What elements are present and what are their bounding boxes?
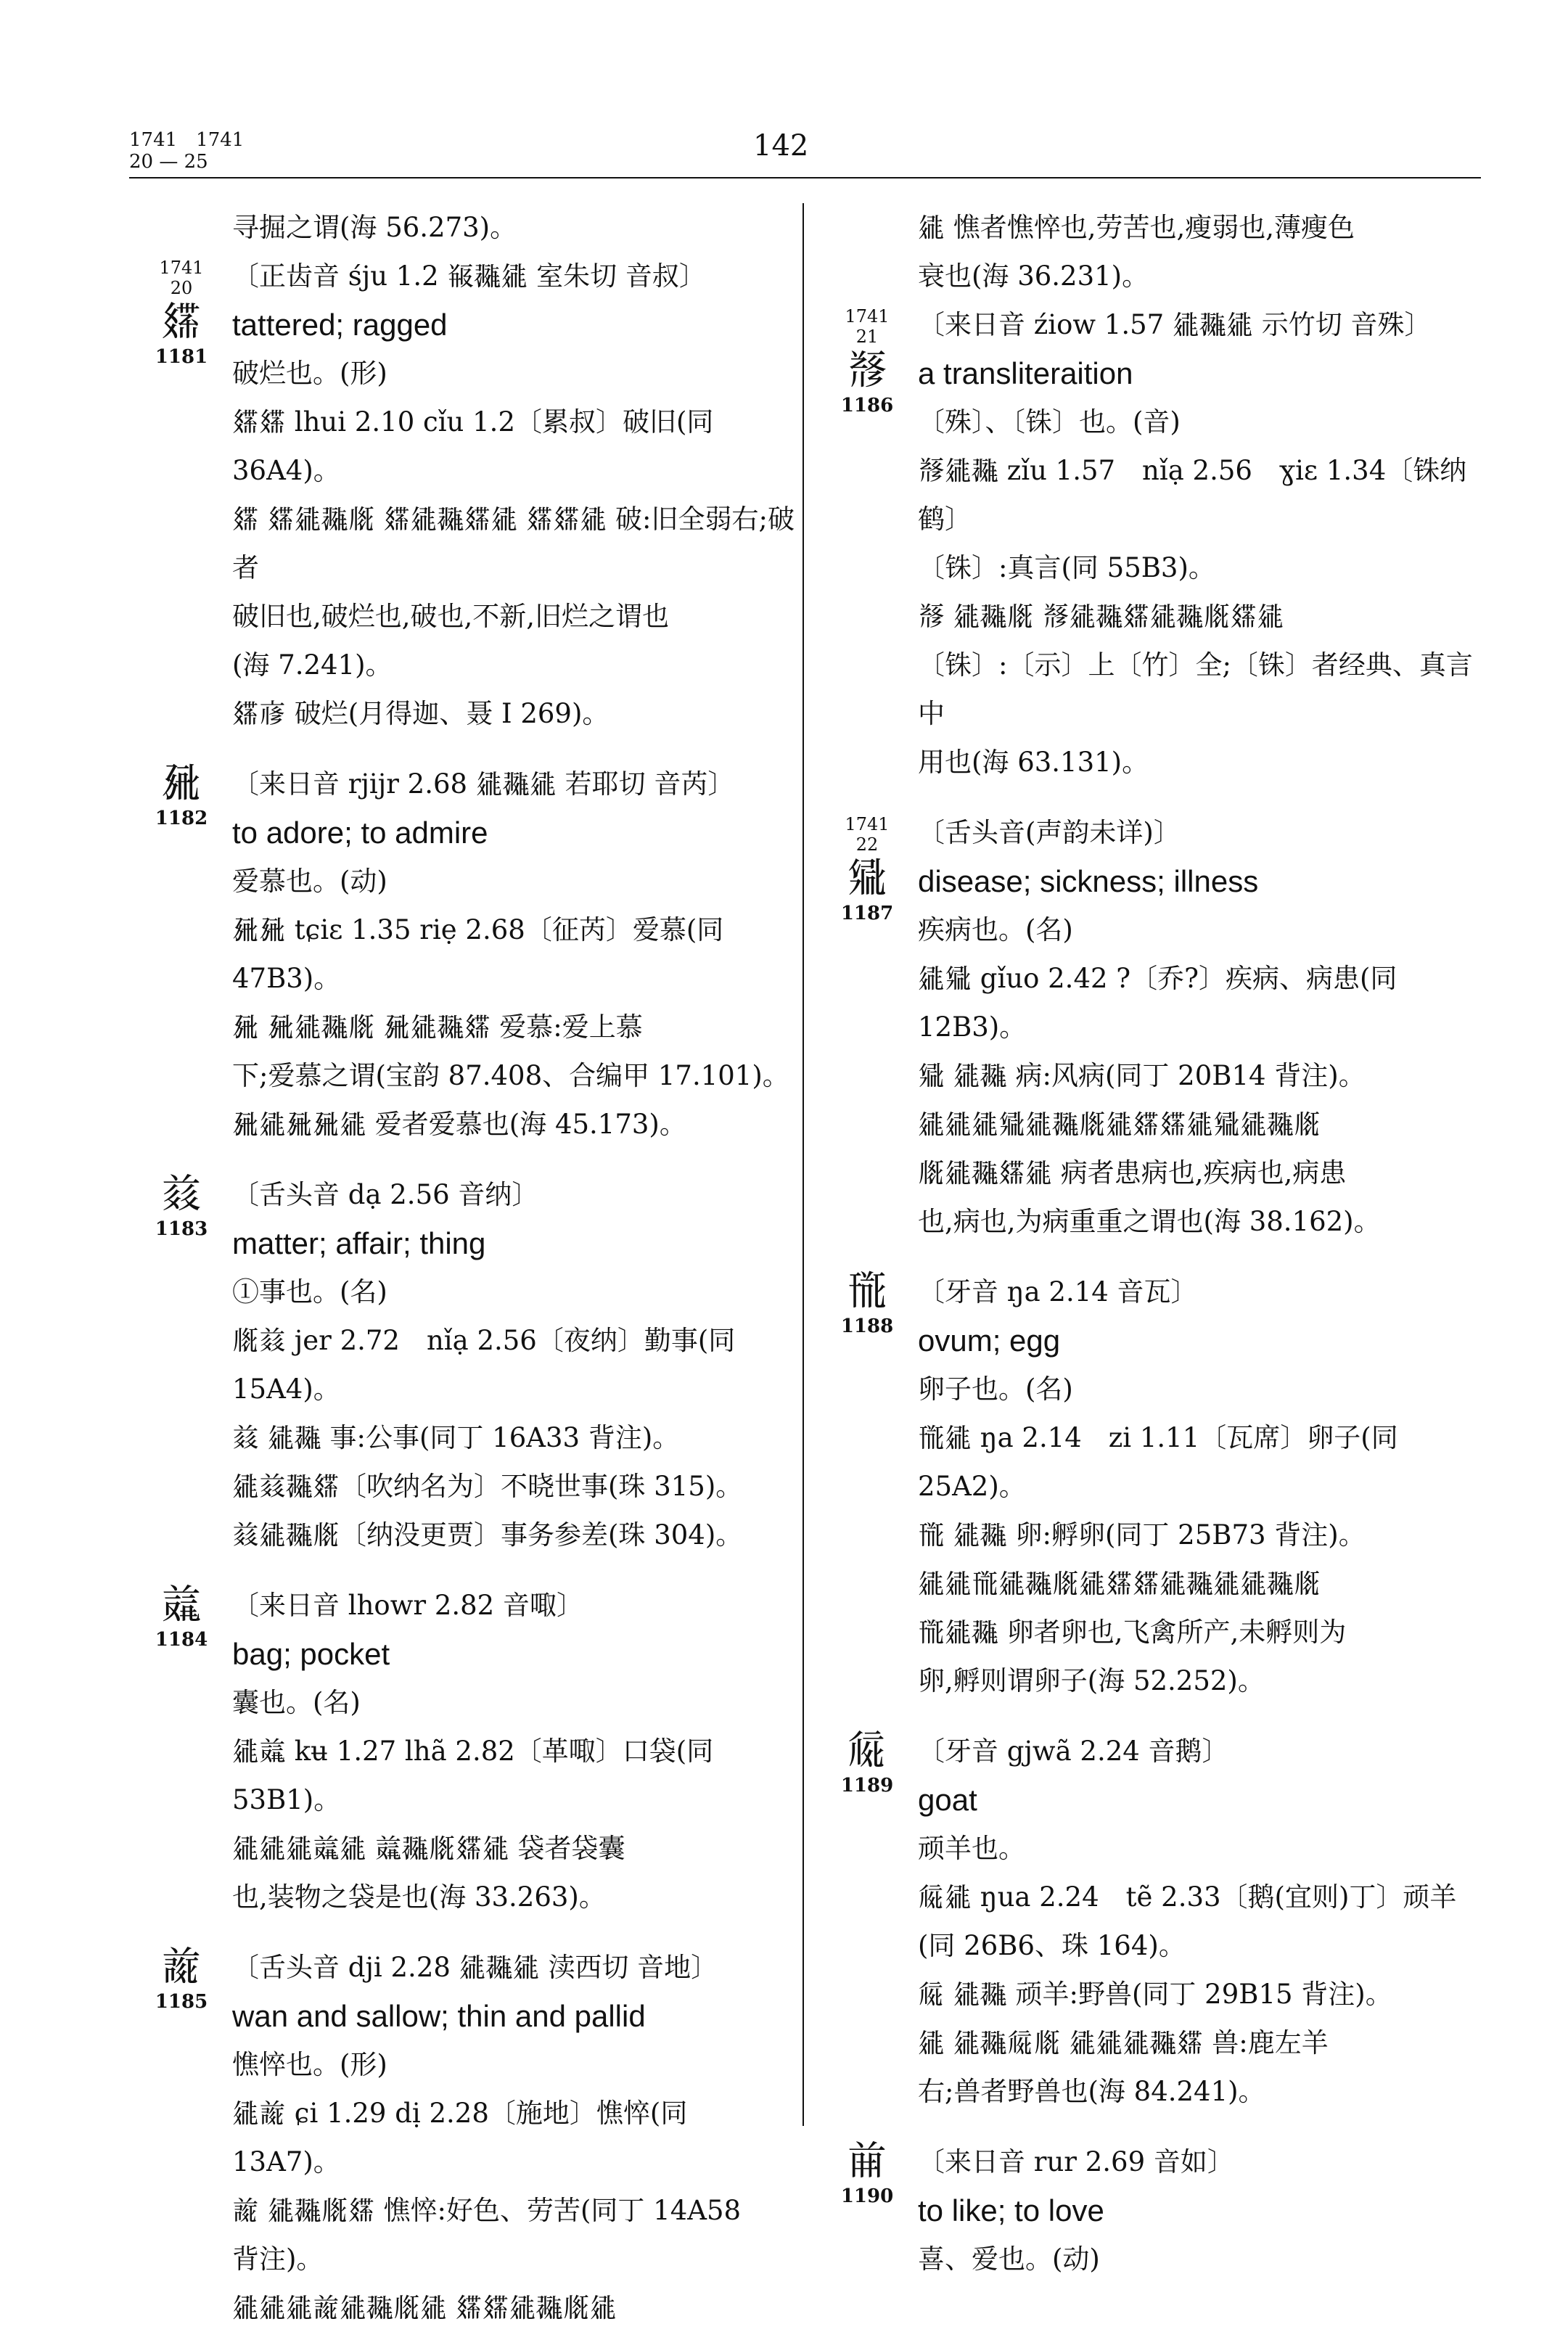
dictionary-entry — [827, 1268, 1495, 1705]
entry-marker — [141, 1943, 221, 2013]
entry-marker — [827, 300, 907, 416]
entry-definition-line: 𘃡𗧓𗖵 zǐu 1.57 nǐạ 2.56 ɣiɛ 1.34〔铢纳鹤〕 — [918, 455, 1467, 535]
entry-marker — [141, 760, 221, 829]
dictionary-entry — [827, 300, 1495, 787]
entry-glyph: 𘃡 — [847, 347, 887, 394]
entry-glyph: 𗋐 — [847, 855, 887, 902]
dictionary-entry — [827, 2138, 1495, 2283]
entry-definition-line: 𗉜 𗉜𗧓𗖵𗅋 𗉜𗧓𗖵𗿒 爱慕:爱上慕 — [232, 1011, 643, 1043]
entry-definition-line: 𗧓𗒣 kʉ 1.27 lhã 2.82〔革㖩〕口袋(同 53B1)。 — [232, 1736, 722, 1815]
entry-number: 1183 — [155, 1218, 208, 1240]
right-continuation — [827, 203, 1495, 300]
entry-marker — [141, 252, 221, 368]
entry-english-gloss: goat — [918, 1783, 977, 1817]
entry-definition-line: 疾病也。(名) — [918, 914, 1073, 945]
header-range-bottom: 20 — 25 — [129, 151, 208, 173]
entry-definition-line: 𗑠𗧓𗖵𗅋〔纳没更贾〕事务参差(珠 304)。 — [232, 1519, 743, 1551]
entry-marker — [827, 2138, 907, 2207]
entry-definition-line: 憔悴也。(形) — [232, 2049, 387, 2080]
right-continuation-line: 衰也(海 36.231)。 — [918, 260, 1149, 292]
entry-definition-line: 顽羊也。 — [918, 1833, 1025, 1864]
entry-definition-line: 𗧓𗧓𗍋𗧓𗖵𗅋𗧓𗿒𗿒𗧓𗖵𗧓𗧓𗖵𗅋 — [918, 1568, 1321, 1599]
header-entry-range — [129, 129, 244, 173]
entry-pronunciation: 〔舌头音(声韵未详)〕 — [918, 817, 1181, 848]
entry-definition-line: 𗿒𗇋 破烂(月得迦、聂 I 269)。 — [232, 698, 609, 729]
entry-definition-line: 𗧓𗧓𗧓𗓰𗧓𗖵𗅋𗧓 𗿒𗿒𗧓𗖵𗅋𗧓 — [232, 2292, 617, 2323]
dictionary-entry — [141, 1943, 795, 2332]
dictionary-entry — [141, 1581, 795, 1921]
entry-english-gloss: ovum; egg — [918, 1323, 1061, 1358]
entry-definition-line: 𗑠 𗧓𗖵 事:公事(同丁 16A33 背注)。 — [232, 1422, 680, 1453]
entry-marker — [141, 1581, 221, 1651]
entry-definition-line: 右;兽者野兽也(海 84.241)。 — [918, 2076, 1265, 2107]
entry-pronunciation: 〔来日音 lhowr 2.82 音㖩〕 — [232, 1590, 583, 1621]
entry-pronunciation: 〔舌头音 dji 2.28 𗧓𗖵𗧓 渎西切 音地〕 — [232, 1952, 718, 1983]
entry-definition-line: ①事也。(名) — [232, 1276, 387, 1307]
entry-definition-line: 𗏁𗧓 ŋua 2.24 tẽ 2.33〔鹅(宜则)丁〕顽羊 — [918, 1881, 1457, 1913]
entry-definition-line: 𗍋𗧓𗖵 卵者卵也,飞禽所产,未孵则为 — [918, 1617, 1347, 1648]
entry-marker — [827, 1268, 907, 1337]
entry-sub-code: 1741 20 — [159, 258, 204, 298]
entry-number: 1184 — [155, 1629, 208, 1651]
entry-glyph: 𗉜 — [161, 760, 202, 807]
left-continuation: 寻掘之谓(海 56.273)。 — [232, 212, 517, 243]
entry-definition-line: 𗍋𗧓 ŋa 2.14 zi 1.11〔瓦席〕卵子(同 25A2)。 — [918, 1422, 1407, 1502]
entry-number: 1181 — [155, 346, 208, 368]
entry-definition-line: 𗏁 𗧓𗖵 顽羊:野兽(同丁 29B15 背注)。 — [918, 1979, 1392, 2010]
entry-definition-line: 𘃡 𗧓𗖵𗅋 𘃡𗧓𗖵𗿒𗧓𗖵𗅋𗿒𗧓 — [918, 601, 1284, 632]
entry-definition-line: 𗅋𗧓𗖵𗿒𗧓 病者患病也,疾病也,病患 — [918, 1157, 1347, 1188]
right-entries — [827, 300, 1495, 2283]
entry-number: 1189 — [840, 1775, 894, 1797]
entry-definition-line: 〔铢〕:〔示〕上〔竹〕全;〔铢〕者经典、真言中 — [918, 649, 1473, 729]
entry-definition-line: 卵,孵则谓卵子(海 52.252)。 — [918, 1665, 1265, 1696]
entry-definition-line: 𗿒 𗿒𗧓𗖵𗅋 𗿒𗧓𗖵𗿒𗧓 𗿒𗿒𗧓 破:旧全弱右;破者 — [232, 504, 795, 583]
entry-definition-line: 〔铢〕:真言(同 55B3)。 — [918, 552, 1215, 583]
entry-sub-code: 1741 21 — [845, 306, 890, 347]
entry-marker — [827, 1727, 907, 1797]
right-column — [827, 203, 1495, 2283]
entry-definition-line: 12B3)。 — [918, 1011, 1027, 1043]
entry-sub-code: 1741 22 — [845, 814, 890, 855]
entry-number: 1185 — [155, 1991, 208, 2013]
entry-definition-line: 〔殊〕、〔铢〕也。(音) — [918, 406, 1181, 438]
entry-definition-line: 爱慕也。(动) — [232, 866, 387, 897]
entry-definition-line: 𗉜𗉜 tɕiɛ 1.35 riẹ 2.68〔征芮〕爱慕(同 47B3)。 — [232, 914, 733, 994]
entry-definition-line: 𗧓 𗧓𗖵𗏁𗅋 𗧓𗧓𗧓𗖵𗿒 兽:鹿左羊 — [918, 2027, 1329, 2058]
entry-english-gloss: bag; pocket — [232, 1637, 390, 1671]
dictionary-entry — [141, 252, 795, 738]
entry-definition-line: 也,病也,为病重重之谓也(海 38.162)。 — [918, 1206, 1381, 1237]
left-entries — [141, 252, 795, 2332]
entry-definition-line: 破旧也,破烂也,破也,不新,旧烂之谓也 — [232, 601, 670, 632]
entry-definition-line: 囊也。(名) — [232, 1687, 361, 1718]
entry-definition-line: 𗧓𗧓𗧓𗋐𗧓𗖵𗅋𗧓𗿒𗿒𗧓𗋐𗧓𗖵𗅋 — [918, 1109, 1321, 1140]
header-range-top: 1741 1741 — [129, 129, 245, 151]
entry-english-gloss: a transliteraition — [918, 356, 1133, 390]
entry-glyph: 𗐺 — [847, 2138, 887, 2185]
entry-pronunciation: 〔来日音 rur 2.69 音如〕 — [918, 2146, 1234, 2177]
entry-pronunciation: 〔正齿音 śju 1.2 𘂀𗖵𗧓 室朱切 音叔〕 — [232, 260, 706, 292]
entry-number: 1190 — [840, 2185, 894, 2207]
entry-definition-line: 𗧓𗧓𗧓𗒣𗧓 𗒣𗖵𗅋𗿒𗧓 袋者袋囊 — [232, 1833, 625, 1864]
right-continuation-line: 𗧓 憔者憔悴也,劳苦也,瘦弱也,薄瘦色 — [918, 212, 1355, 243]
entry-definition-line: 𗋐 𗧓𗖵 病:风病(同丁 20B14 背注)。 — [918, 1060, 1366, 1091]
entry-definition-line: 破烂也。(形) — [232, 358, 387, 389]
entry-definition-line: 下;爱慕之谓(宝韵 87.408、合编甲 17.101)。 — [232, 1060, 789, 1091]
entry-pronunciation: 〔牙音 ŋa 2.14 音瓦〕 — [918, 1276, 1198, 1307]
dictionary-entry — [141, 1170, 795, 1559]
entry-number: 1182 — [155, 808, 208, 829]
entry-definition-line: (海 7.241)。 — [232, 649, 393, 681]
entry-definition-line: 卵子也。(名) — [918, 1374, 1073, 1405]
entry-definition-line: 𗧓𗑠𗖵𗿒〔吹纳名为〕不晓世事(珠 315)。 — [232, 1471, 743, 1502]
entry-number: 1188 — [840, 1315, 894, 1337]
entry-definition-line: 喜、爱也。(动) — [918, 2243, 1100, 2275]
entry-english-gloss: wan and sallow; thin and pallid — [232, 1999, 646, 2033]
entry-pronunciation: 〔来日音 źiow 1.57 𗧓𗖵𗧓 示竹切 音殊〕 — [918, 309, 1432, 340]
entry-english-gloss: matter; affair; thing — [232, 1226, 486, 1260]
entry-english-gloss: to like; to love — [918, 2193, 1104, 2228]
entry-definition-line: 𗧓𗋐 gǐuo 2.42 ?〔乔?〕疾病、病患(同 — [918, 963, 1397, 994]
dictionary-entry — [827, 1727, 1495, 2116]
entry-glyph: 𗓰 — [161, 1943, 202, 1990]
header-rule — [129, 177, 1481, 178]
dictionary-entry — [141, 760, 795, 1149]
entry-definition-line: 15A4)。 — [232, 1374, 340, 1405]
entry-definition-line: 𗉜𗧓𗉜𗉜𗧓 爱者爱慕也(海 45.173)。 — [232, 1109, 686, 1140]
entry-definition-line: 𗍋 𗧓𗖵 卵:孵卵(同丁 25B73 背注)。 — [918, 1519, 1366, 1551]
entry-marker — [827, 808, 907, 924]
entry-definition-line: 𗅋𗑠 jer 2.72 nǐạ 2.56〔夜纳〕勤事(同 — [232, 1325, 736, 1356]
entry-number: 1186 — [840, 395, 894, 416]
page-number: 142 — [753, 129, 809, 163]
entry-definition-line: 𗓰 𗧓𗖵𗅋𗿒 憔悴:好色、劳苦(同丁 14A58 — [232, 2195, 742, 2226]
entry-definition-line: (同 26B6、珠 164)。 — [918, 1930, 1186, 1961]
entry-glyph: 𗏁 — [847, 1727, 887, 1774]
entry-definition-line: 用也(海 63.131)。 — [918, 747, 1149, 778]
entry-glyph: 𗑠 — [161, 1170, 202, 1218]
entry-glyph: 𗒣 — [161, 1581, 202, 1628]
entry-english-gloss: disease; sickness; illness — [918, 864, 1259, 898]
entry-english-gloss: tattered; ragged — [232, 308, 448, 342]
entry-english-gloss: to adore; to admire — [232, 816, 488, 850]
entry-glyph: 𗿒 — [161, 298, 202, 345]
entry-glyph: 𗍋 — [847, 1268, 887, 1315]
entry-definition-line: 也,装物之袋是也(海 33.263)。 — [232, 1881, 606, 1913]
entry-pronunciation: 〔牙音 gjwã 2.24 音鹅〕 — [918, 1736, 1229, 1767]
entry-definition-line: 𗿒𗿒 lhui 2.10 cǐu 1.2〔累叔〕破旧(同 36A4)。 — [232, 406, 723, 486]
entry-number: 1187 — [840, 903, 894, 924]
entry-pronunciation: 〔来日音 rjijr 2.68 𗧓𗖵𗧓 若耶切 音芮〕 — [232, 768, 735, 800]
entry-marker — [141, 1170, 221, 1240]
entry-definition-line: 背注)。 — [232, 2243, 324, 2275]
left-column — [141, 203, 795, 2332]
entry-definition-line: 𗧓𗓰 ɕi 1.29 dị 2.28〔施地〕憔悴(同 13A7)。 — [232, 2098, 697, 2177]
entry-pronunciation: 〔舌头音 dạ 2.56 音纳〕 — [232, 1179, 539, 1210]
dictionary-entry — [827, 808, 1495, 1246]
column-divider — [803, 203, 804, 2126]
